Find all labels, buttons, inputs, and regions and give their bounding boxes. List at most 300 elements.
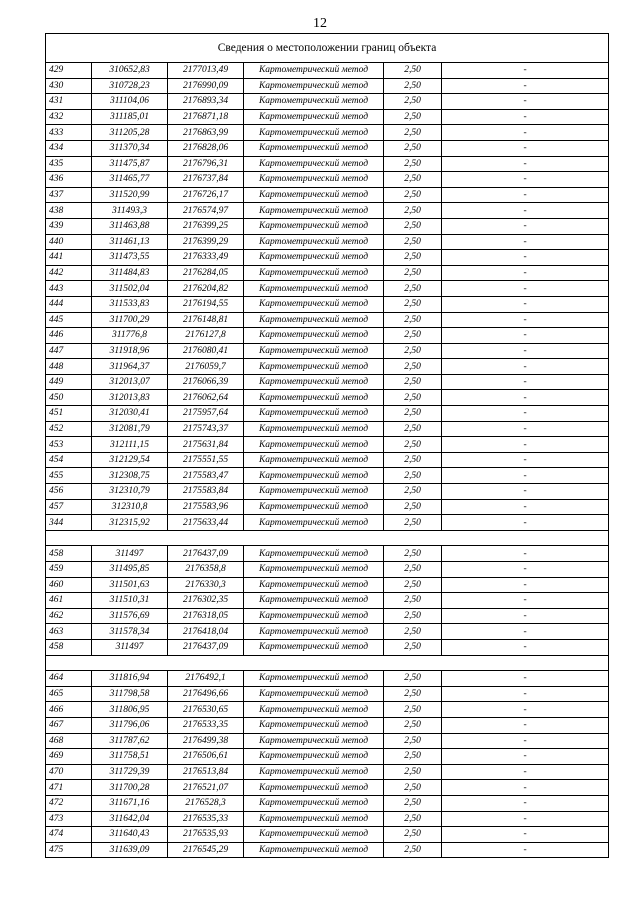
description-cell: -	[442, 78, 609, 94]
point-number-cell: 429	[46, 63, 92, 79]
method-cell: Картометрический метод	[244, 312, 384, 328]
point-number-cell: 446	[46, 328, 92, 344]
accuracy-cell: 2,50	[384, 359, 442, 375]
point-number-cell: 445	[46, 312, 92, 328]
table-row	[46, 234, 609, 250]
table-row	[46, 577, 609, 593]
accuracy-cell: 2,50	[384, 328, 442, 344]
description-cell: -	[442, 218, 609, 234]
method-cell: Картометрический метод	[244, 406, 384, 422]
table-row	[46, 359, 609, 375]
x-coordinate-cell: 311758,51	[92, 749, 168, 765]
description-cell: -	[442, 452, 609, 468]
point-number-cell: 450	[46, 390, 92, 406]
point-number-cell: 444	[46, 296, 92, 312]
method-cell: Картометрический метод	[244, 624, 384, 640]
y-coordinate-cell: 2175551,55	[168, 452, 244, 468]
y-coordinate-cell: 2176545,29	[168, 842, 244, 858]
method-cell: Картометрический метод	[244, 733, 384, 749]
point-number-cell: 433	[46, 125, 92, 141]
accuracy-cell: 2,50	[384, 702, 442, 718]
table-row	[46, 733, 609, 749]
x-coordinate-cell: 312310,79	[92, 484, 168, 500]
accuracy-cell: 2,50	[384, 406, 442, 422]
description-cell: -	[442, 686, 609, 702]
method-cell: Картометрический метод	[244, 717, 384, 733]
x-coordinate-cell: 312030,41	[92, 406, 168, 422]
accuracy-cell: 2,50	[384, 312, 442, 328]
table-row	[46, 125, 609, 141]
point-number-cell: 432	[46, 109, 92, 125]
x-coordinate-cell: 311520,99	[92, 187, 168, 203]
table-row	[46, 172, 609, 188]
x-coordinate-cell: 312129,54	[92, 452, 168, 468]
x-coordinate-cell: 312081,79	[92, 421, 168, 437]
point-number-cell: 442	[46, 265, 92, 281]
accuracy-cell: 2,50	[384, 265, 442, 281]
accuracy-cell: 2,50	[384, 109, 442, 125]
description-cell: -	[442, 515, 609, 531]
description-cell: -	[442, 156, 609, 172]
accuracy-cell: 2,50	[384, 125, 442, 141]
point-number-cell: 452	[46, 421, 92, 437]
method-cell: Картометрический метод	[244, 218, 384, 234]
accuracy-cell: 2,50	[384, 78, 442, 94]
y-coordinate-cell: 2176358,8	[168, 562, 244, 578]
table-row	[46, 374, 609, 390]
accuracy-cell: 2,50	[384, 608, 442, 624]
point-number-cell: 449	[46, 374, 92, 390]
point-number-cell: 430	[46, 78, 92, 94]
description-cell: -	[442, 265, 609, 281]
x-coordinate-cell: 311671,16	[92, 795, 168, 811]
table-row	[46, 437, 609, 453]
y-coordinate-cell: 2175631,84	[168, 437, 244, 453]
table-row	[46, 328, 609, 344]
table-row	[46, 156, 609, 172]
method-cell: Картометрический метод	[244, 452, 384, 468]
y-coordinate-cell: 2176059,7	[168, 359, 244, 375]
y-coordinate-cell: 2176535,93	[168, 827, 244, 843]
x-coordinate-cell: 310652,83	[92, 63, 168, 79]
x-coordinate-cell: 311640,43	[92, 827, 168, 843]
description-cell: -	[442, 717, 609, 733]
y-coordinate-cell: 2176535,33	[168, 811, 244, 827]
x-coordinate-cell: 312308,75	[92, 468, 168, 484]
method-cell: Картометрический метод	[244, 842, 384, 858]
page-number: 12	[313, 16, 327, 31]
point-number-cell: 435	[46, 156, 92, 172]
table-row	[46, 203, 609, 219]
accuracy-cell: 2,50	[384, 421, 442, 437]
description-cell: -	[442, 203, 609, 219]
table-row	[46, 312, 609, 328]
method-cell: Картометрический метод	[244, 265, 384, 281]
method-cell: Картометрический метод	[244, 94, 384, 110]
point-number-cell: 439	[46, 218, 92, 234]
table-row	[46, 109, 609, 125]
description-cell: -	[442, 343, 609, 359]
description-cell: -	[442, 764, 609, 780]
method-cell: Картометрический метод	[244, 63, 384, 79]
method-cell: Картометрический метод	[244, 593, 384, 609]
x-coordinate-cell: 311776,8	[92, 328, 168, 344]
point-number-cell: 461	[46, 593, 92, 609]
table-row	[46, 562, 609, 578]
method-cell: Картометрический метод	[244, 203, 384, 219]
accuracy-cell: 2,50	[384, 140, 442, 156]
description-cell: -	[442, 639, 609, 655]
method-cell: Картометрический метод	[244, 437, 384, 453]
y-coordinate-cell: 2176194,55	[168, 296, 244, 312]
table-row	[46, 686, 609, 702]
table-row	[46, 296, 609, 312]
method-cell: Картометрический метод	[244, 577, 384, 593]
y-coordinate-cell: 2175583,47	[168, 468, 244, 484]
table-row	[46, 593, 609, 609]
y-coordinate-cell: 2176148,81	[168, 312, 244, 328]
point-number-cell: 436	[46, 172, 92, 188]
x-coordinate-cell: 311461,13	[92, 234, 168, 250]
description-cell: -	[442, 484, 609, 500]
accuracy-cell: 2,50	[384, 250, 442, 266]
accuracy-cell: 2,50	[384, 281, 442, 297]
y-coordinate-cell: 2176399,25	[168, 218, 244, 234]
x-coordinate-cell: 311576,69	[92, 608, 168, 624]
y-coordinate-cell: 2176796,31	[168, 156, 244, 172]
accuracy-cell: 2,50	[384, 94, 442, 110]
table-row	[46, 671, 609, 687]
table-row	[46, 639, 609, 655]
method-cell: Картометрический метод	[244, 811, 384, 827]
x-coordinate-cell: 312013,83	[92, 390, 168, 406]
y-coordinate-cell: 2175957,64	[168, 406, 244, 422]
y-coordinate-cell: 2176726,17	[168, 187, 244, 203]
point-number-cell: 475	[46, 842, 92, 858]
x-coordinate-cell: 311502,04	[92, 281, 168, 297]
method-cell: Картометрический метод	[244, 343, 384, 359]
accuracy-cell: 2,50	[384, 764, 442, 780]
y-coordinate-cell: 2176499,38	[168, 733, 244, 749]
x-coordinate-cell: 311497	[92, 546, 168, 562]
y-coordinate-cell: 2176737,84	[168, 172, 244, 188]
table-row	[46, 827, 609, 843]
y-coordinate-cell: 2176513,84	[168, 764, 244, 780]
y-coordinate-cell: 2176418,04	[168, 624, 244, 640]
x-coordinate-cell: 311533,83	[92, 296, 168, 312]
description-cell: -	[442, 374, 609, 390]
description-cell: -	[442, 421, 609, 437]
description-cell: -	[442, 140, 609, 156]
accuracy-cell: 2,50	[384, 63, 442, 79]
accuracy-cell: 2,50	[384, 593, 442, 609]
description-cell: -	[442, 827, 609, 843]
table-row	[46, 484, 609, 500]
y-coordinate-cell: 2176863,99	[168, 125, 244, 141]
method-cell: Картометрический метод	[244, 156, 384, 172]
point-number-cell: 459	[46, 562, 92, 578]
method-cell: Картометрический метод	[244, 109, 384, 125]
method-cell: Картометрический метод	[244, 234, 384, 250]
accuracy-cell: 2,50	[384, 203, 442, 219]
point-number-cell: 467	[46, 717, 92, 733]
method-cell: Картометрический метод	[244, 140, 384, 156]
description-cell: -	[442, 671, 609, 687]
y-coordinate-cell: 2176399,29	[168, 234, 244, 250]
table-row	[46, 187, 609, 203]
description-cell: -	[442, 562, 609, 578]
y-coordinate-cell: 2176492,1	[168, 671, 244, 687]
accuracy-cell: 2,50	[384, 795, 442, 811]
method-cell: Картометрический метод	[244, 296, 384, 312]
accuracy-cell: 2,50	[384, 484, 442, 500]
accuracy-cell: 2,50	[384, 468, 442, 484]
point-number-cell: 451	[46, 406, 92, 422]
point-number-cell: 458	[46, 639, 92, 655]
x-coordinate-cell: 311796,06	[92, 717, 168, 733]
point-number-cell: 455	[46, 468, 92, 484]
point-number-cell: 438	[46, 203, 92, 219]
point-number-cell: 468	[46, 733, 92, 749]
table-row	[46, 281, 609, 297]
description-cell: -	[442, 702, 609, 718]
point-number-cell: 458	[46, 546, 92, 562]
y-coordinate-cell: 2176893,34	[168, 94, 244, 110]
accuracy-cell: 2,50	[384, 827, 442, 843]
point-number-cell: 437	[46, 187, 92, 203]
table-row	[46, 749, 609, 765]
description-cell: -	[442, 749, 609, 765]
table-row	[46, 250, 609, 266]
group-separator-cell	[46, 530, 609, 546]
accuracy-cell: 2,50	[384, 686, 442, 702]
point-number-cell: 464	[46, 671, 92, 687]
table-row	[46, 343, 609, 359]
description-cell: -	[442, 187, 609, 203]
y-coordinate-cell: 2176318,05	[168, 608, 244, 624]
point-number-cell: 454	[46, 452, 92, 468]
description-cell: -	[442, 499, 609, 515]
description-cell: -	[442, 733, 609, 749]
description-cell: -	[442, 468, 609, 484]
point-number-cell: 456	[46, 484, 92, 500]
table-row	[46, 468, 609, 484]
method-cell: Картометрический метод	[244, 795, 384, 811]
y-coordinate-cell: 2176530,65	[168, 702, 244, 718]
point-number-cell: 460	[46, 577, 92, 593]
y-coordinate-cell: 2176528,3	[168, 795, 244, 811]
y-coordinate-cell: 2175583,84	[168, 484, 244, 500]
x-coordinate-cell: 311639,09	[92, 842, 168, 858]
method-cell: Картометрический метод	[244, 328, 384, 344]
description-cell: -	[442, 125, 609, 141]
group-separator-row	[46, 530, 609, 546]
accuracy-cell: 2,50	[384, 187, 442, 203]
table-row	[46, 140, 609, 156]
y-coordinate-cell: 2177013,49	[168, 63, 244, 79]
point-number-cell: 440	[46, 234, 92, 250]
table-row	[46, 78, 609, 94]
description-cell: -	[442, 811, 609, 827]
method-cell: Картометрический метод	[244, 187, 384, 203]
method-cell: Картометрический метод	[244, 281, 384, 297]
x-coordinate-cell: 312111,15	[92, 437, 168, 453]
table-row	[46, 265, 609, 281]
method-cell: Картометрический метод	[244, 749, 384, 765]
method-cell: Картометрический метод	[244, 250, 384, 266]
description-cell: -	[442, 234, 609, 250]
point-number-cell: 469	[46, 749, 92, 765]
y-coordinate-cell: 2175633,44	[168, 515, 244, 531]
method-cell: Картометрический метод	[244, 780, 384, 796]
description-cell: -	[442, 795, 609, 811]
description-cell: -	[442, 546, 609, 562]
y-coordinate-cell: 2176506,61	[168, 749, 244, 765]
y-coordinate-cell: 2176127,8	[168, 328, 244, 344]
table-row	[46, 795, 609, 811]
method-cell: Картометрический метод	[244, 172, 384, 188]
point-number-cell: 466	[46, 702, 92, 718]
description-cell: -	[442, 608, 609, 624]
x-coordinate-cell: 311700,29	[92, 312, 168, 328]
description-cell: -	[442, 172, 609, 188]
accuracy-cell: 2,50	[384, 172, 442, 188]
x-coordinate-cell: 312315,92	[92, 515, 168, 531]
table-row	[46, 842, 609, 858]
y-coordinate-cell: 2176066,39	[168, 374, 244, 390]
y-coordinate-cell: 2176990,09	[168, 78, 244, 94]
table-row	[46, 218, 609, 234]
method-cell: Картометрический метод	[244, 686, 384, 702]
point-number-cell: 448	[46, 359, 92, 375]
table-title-row	[46, 34, 609, 63]
accuracy-cell: 2,50	[384, 234, 442, 250]
x-coordinate-cell: 312013,07	[92, 374, 168, 390]
method-cell: Картометрический метод	[244, 546, 384, 562]
description-cell: -	[442, 437, 609, 453]
description-cell: -	[442, 390, 609, 406]
table-row	[46, 515, 609, 531]
x-coordinate-cell: 311798,58	[92, 686, 168, 702]
y-coordinate-cell: 2176533,35	[168, 717, 244, 733]
point-number-cell: 462	[46, 608, 92, 624]
accuracy-cell: 2,50	[384, 811, 442, 827]
x-coordinate-cell: 311463,88	[92, 218, 168, 234]
point-number-cell: 447	[46, 343, 92, 359]
table-row	[46, 390, 609, 406]
x-coordinate-cell: 311475,87	[92, 156, 168, 172]
method-cell: Картометрический метод	[244, 702, 384, 718]
description-cell: -	[442, 250, 609, 266]
point-number-cell: 443	[46, 281, 92, 297]
method-cell: Картометрический метод	[244, 484, 384, 500]
accuracy-cell: 2,50	[384, 343, 442, 359]
accuracy-cell: 2,50	[384, 749, 442, 765]
y-coordinate-cell: 2176302,35	[168, 593, 244, 609]
x-coordinate-cell: 311700,28	[92, 780, 168, 796]
description-cell: -	[442, 359, 609, 375]
x-coordinate-cell: 311104,06	[92, 94, 168, 110]
method-cell: Картометрический метод	[244, 562, 384, 578]
accuracy-cell: 2,50	[384, 390, 442, 406]
point-number-cell: 453	[46, 437, 92, 453]
point-number-cell: 474	[46, 827, 92, 843]
table-row	[46, 780, 609, 796]
x-coordinate-cell: 311495,85	[92, 562, 168, 578]
table-row	[46, 406, 609, 422]
description-cell: -	[442, 296, 609, 312]
table-row	[46, 608, 609, 624]
x-coordinate-cell: 311473,55	[92, 250, 168, 266]
table-row	[46, 717, 609, 733]
accuracy-cell: 2,50	[384, 546, 442, 562]
y-coordinate-cell: 2176496,66	[168, 686, 244, 702]
x-coordinate-cell: 310728,23	[92, 78, 168, 94]
y-coordinate-cell: 2176574,97	[168, 203, 244, 219]
accuracy-cell: 2,50	[384, 296, 442, 312]
description-cell: -	[442, 109, 609, 125]
table-row	[46, 624, 609, 640]
group-separator-cell	[46, 655, 609, 671]
x-coordinate-cell: 311578,34	[92, 624, 168, 640]
method-cell: Картометрический метод	[244, 515, 384, 531]
table-row	[46, 546, 609, 562]
method-cell: Картометрический метод	[244, 374, 384, 390]
point-number-cell: 457	[46, 499, 92, 515]
accuracy-cell: 2,50	[384, 156, 442, 172]
y-coordinate-cell: 2176521,07	[168, 780, 244, 796]
table-row	[46, 94, 609, 110]
method-cell: Картометрический метод	[244, 499, 384, 515]
x-coordinate-cell: 311787,62	[92, 733, 168, 749]
x-coordinate-cell: 311185,01	[92, 109, 168, 125]
accuracy-cell: 2,50	[384, 499, 442, 515]
point-number-cell: 473	[46, 811, 92, 827]
point-number-cell: 441	[46, 250, 92, 266]
table-row	[46, 811, 609, 827]
method-cell: Картометрический метод	[244, 359, 384, 375]
x-coordinate-cell: 311205,28	[92, 125, 168, 141]
description-cell: -	[442, 406, 609, 422]
accuracy-cell: 2,50	[384, 374, 442, 390]
method-cell: Картометрический метод	[244, 78, 384, 94]
y-coordinate-cell: 2176080,41	[168, 343, 244, 359]
accuracy-cell: 2,50	[384, 624, 442, 640]
y-coordinate-cell: 2176437,09	[168, 546, 244, 562]
x-coordinate-cell: 311497	[92, 639, 168, 655]
table-row	[46, 63, 609, 79]
point-number-cell: 463	[46, 624, 92, 640]
accuracy-cell: 2,50	[384, 218, 442, 234]
accuracy-cell: 2,50	[384, 562, 442, 578]
x-coordinate-cell: 311501,63	[92, 577, 168, 593]
y-coordinate-cell: 2176284,05	[168, 265, 244, 281]
accuracy-cell: 2,50	[384, 577, 442, 593]
point-number-cell: 472	[46, 795, 92, 811]
x-coordinate-cell: 311484,83	[92, 265, 168, 281]
accuracy-cell: 2,50	[384, 780, 442, 796]
table-row	[46, 499, 609, 515]
description-cell: -	[442, 328, 609, 344]
point-number-cell: 434	[46, 140, 92, 156]
x-coordinate-cell: 311816,94	[92, 671, 168, 687]
table-row	[46, 452, 609, 468]
description-cell: -	[442, 624, 609, 640]
y-coordinate-cell: 2176871,18	[168, 109, 244, 125]
x-coordinate-cell: 311729,39	[92, 764, 168, 780]
y-coordinate-cell: 2176330,3	[168, 577, 244, 593]
method-cell: Картометрический метод	[244, 390, 384, 406]
